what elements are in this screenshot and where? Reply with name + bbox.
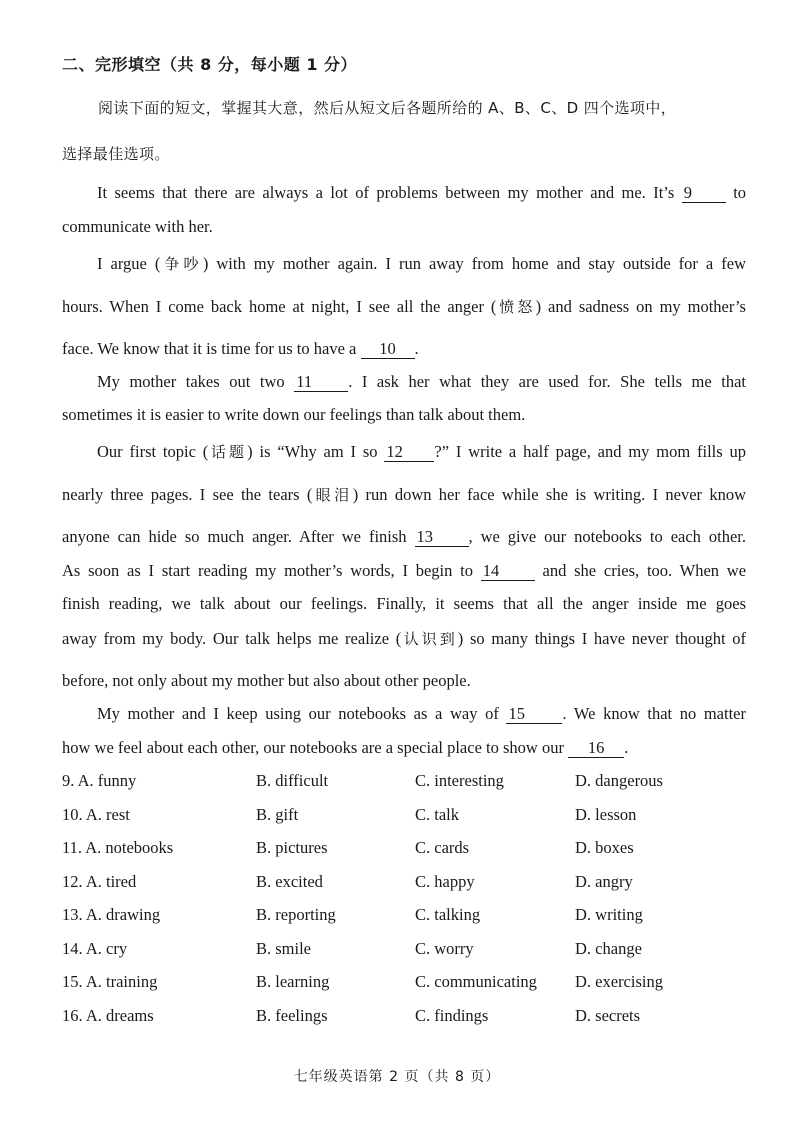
option-a: 14. A. cry [62, 939, 128, 958]
passage-line [62, 560, 746, 582]
passage-text: As soon as I start reading my mother’s words, I begin to [62, 561, 473, 580]
option-a: 11. A. notebooks [62, 838, 174, 857]
option-c: C. findings [415, 1006, 489, 1025]
passage-text: . We know that no matter [562, 704, 746, 723]
passage-line [62, 216, 746, 238]
option-c: C. happy [415, 872, 475, 891]
passage-text: My mother takes out two [97, 372, 285, 391]
option-a: 10. A. rest [62, 805, 130, 824]
passage-text: My mother and I keep using our notebooks as a way of [97, 704, 499, 723]
passage-text: ?” I write a half page, and my mom fills up [434, 442, 746, 461]
option-b: B. excited [256, 872, 323, 891]
passage-line [97, 182, 746, 204]
option-row [62, 904, 762, 926]
passage-text: hours. When I come back home at night, I see all the anger (愤怒) and sadness on my mother’s [62, 297, 746, 316]
passage-text: communicate with her. [62, 217, 213, 236]
passage-text: face. We know that it is time for us to have a [62, 339, 357, 358]
passage-line [97, 253, 746, 275]
passage-text: Our first topic (话题) is “Why am I so [97, 442, 378, 461]
option-b: B. smile [256, 939, 312, 958]
passage-text: anyone can hide so much anger. After we finish [62, 527, 407, 546]
passage-line [62, 670, 746, 692]
passage-line [97, 441, 746, 463]
passage-text: . [624, 738, 629, 757]
option-a: 15. A. training [62, 972, 158, 991]
passage-text: finish reading, we talk about our feelings. Finally, it seems that all the anger inside me goes [62, 594, 746, 613]
option-row [62, 971, 762, 993]
option-c: C. communicating [415, 972, 537, 991]
passage-text: how we feel about each other, our notebooks are a special place to show our [62, 738, 564, 757]
passage-line [62, 628, 746, 650]
option-a: 12. A. tired [62, 872, 137, 891]
option-row [62, 804, 762, 826]
option-d: D. exercising [575, 972, 663, 991]
option-a: 9. A. funny [62, 771, 137, 790]
passage-line [97, 703, 746, 725]
passage-text: to [733, 183, 747, 202]
option-c: C. talking [415, 905, 481, 924]
passage-text: I argue (争吵) with my mother again. I run away from home and stay outside for a few [97, 254, 746, 273]
passage-text: away from my body. Our talk helps me realize (认识到) so many things I have never thought of [62, 629, 747, 648]
passage-line [97, 371, 746, 393]
passage-text: , we give our notebooks to each other. [468, 527, 746, 546]
passage-line [62, 296, 746, 318]
option-d: D. boxes [575, 838, 634, 857]
passage-line [62, 593, 746, 615]
option-b: B. learning [256, 972, 330, 991]
option-d: D. writing [575, 905, 643, 924]
option-b: B. difficult [256, 771, 329, 790]
passage-text: . [414, 339, 419, 358]
passage-text: sometimes it is easier to write down our feelings than talk about them. [62, 405, 526, 424]
instruction-line-1: 阅读下面的短文，掌握其大意，然后从短文后各题所给的 A、B、C、D 四个选项中， [98, 99, 677, 117]
passage-text: nearly three pages. I see the tears (眼泪) run down her face while she is writing. I never know [62, 485, 747, 504]
blank-16: 16 [568, 739, 624, 758]
blank-15: 15 [506, 705, 562, 724]
option-c: C. talk [415, 805, 459, 824]
option-row [62, 938, 762, 960]
passage-line [62, 338, 746, 360]
option-b: B. reporting [256, 905, 336, 924]
passage-text: It seems that there are always a lot of problems between my mother and me. It’s [97, 183, 675, 202]
option-d: D. change [575, 939, 642, 958]
passage-line [62, 526, 746, 548]
option-b: B. feelings [256, 1006, 328, 1025]
option-b: B. gift [256, 805, 299, 824]
option-b: B. pictures [256, 838, 328, 857]
passage-line [62, 484, 746, 506]
option-d: D. lesson [575, 805, 637, 824]
instruction-line-2: 选择最佳选项。 [62, 145, 170, 163]
passage-line [62, 404, 746, 426]
option-row [62, 1005, 762, 1027]
option-c: C. worry [415, 939, 474, 958]
passage-text: . I ask her what they are used for. She tells me that [348, 372, 746, 391]
option-row [62, 871, 762, 893]
option-d: D. dangerous [575, 771, 663, 790]
option-row [62, 837, 762, 859]
option-d: D. secrets [575, 1006, 641, 1025]
passage-text: before, not only about my mother but also about other people. [62, 671, 471, 690]
blank-10: 10 [361, 340, 415, 359]
option-c: C. interesting [415, 771, 504, 790]
blank-14: 14 [481, 562, 535, 581]
blank-13: 13 [415, 528, 469, 547]
option-c: C. cards [415, 838, 470, 857]
option-d: D. angry [575, 872, 633, 891]
section-heading: 二、完形填空（共 8 分，每小题 1 分） [62, 55, 358, 74]
blank-9: 9 [682, 184, 726, 203]
option-a: 13. A. drawing [62, 905, 161, 924]
blank-12: 12 [384, 443, 434, 462]
passage-line [62, 737, 746, 759]
blank-11: 11 [294, 373, 348, 392]
option-row [62, 770, 762, 792]
option-a: 16. A. dreams [62, 1006, 154, 1025]
page-footer: 七年级英语第 2 页（共 8 页） [293, 1069, 501, 1085]
passage-text: and she cries, too. When we [542, 561, 747, 580]
